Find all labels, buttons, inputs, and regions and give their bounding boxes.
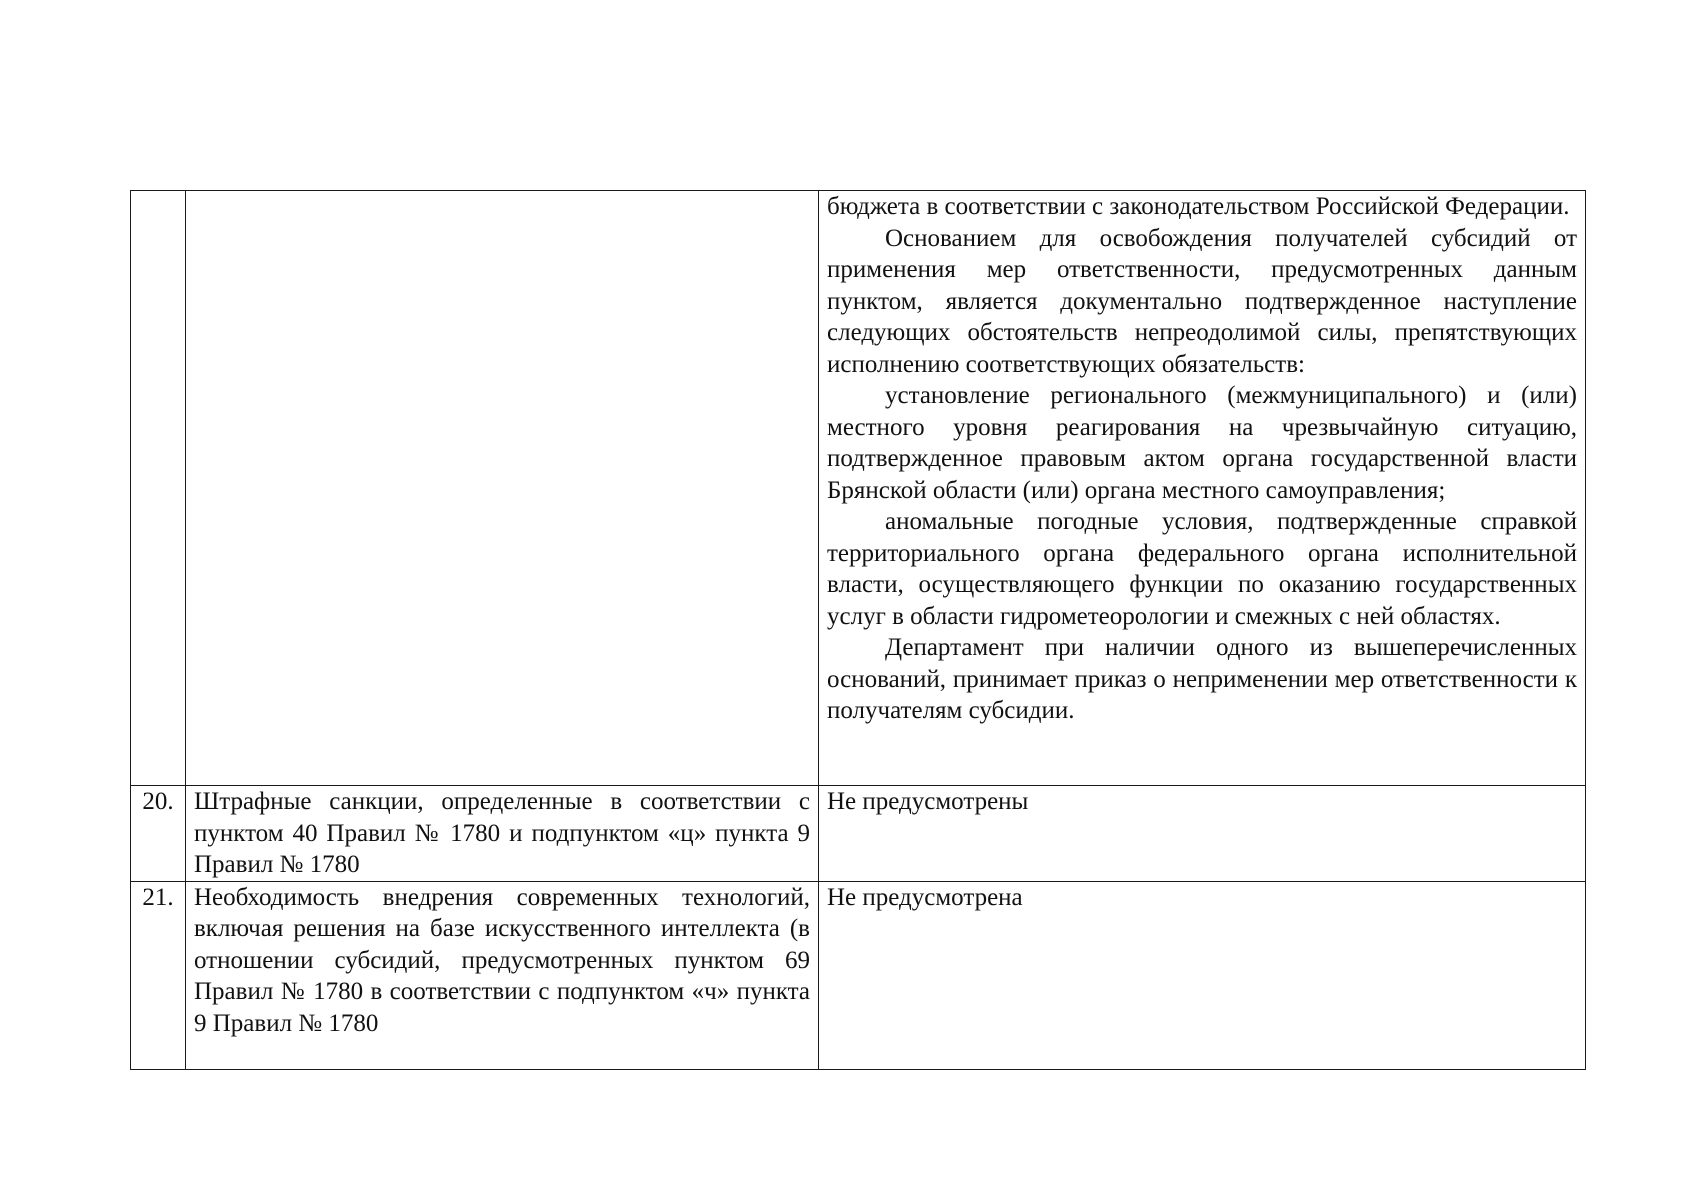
row-name-cell: [186, 786, 819, 882]
value-paragraph: Не предусмотрены: [827, 788, 1029, 815]
row-name-cell: [186, 191, 819, 786]
value-paragraph: Департамент при наличии одного из вышеперечисленных оснований, принимает приказ о неприменении мер ответственности к получателям субсидии.: [827, 634, 1577, 724]
requirements-table: [130, 190, 1586, 1070]
table-row-21: [131, 881, 1586, 1069]
name-paragraph: Штрафные санкции, определенные в соответствии с пунктом 40 Правил № 1780 и подпунктом «ц» пункта 9 Правил № 1780: [194, 788, 810, 878]
row-number-cell: 20.: [131, 786, 186, 882]
row-number-cell: [131, 191, 186, 786]
value-paragraph: аномальные погодные условия, подтвержденные справкой территориального органа федерального органа исполнительной власти, осуществляющего функции по оказанию государственных услуг в области гидрометеорологии и смежных с ней областях.: [827, 508, 1577, 630]
value-paragraph: установление регионального (межмуниципального) и (или) местного уровня реагирования на чрезвычайную ситуацию, подтвержденное правовым актом органа государственной власти Брянской области (или) органа местного самоуправления;: [827, 382, 1577, 504]
name-paragraph: Необходимость внедрения современных технологий, включая решения на базе искусственного интеллекта (в отношении субсидий, предусмотренных пунктом 69 Правил № 1780 в соответствии с подпунктом «ч» пункта 9 Правил № 1780: [194, 883, 810, 1037]
value-paragraph: Не предусмотрена: [827, 883, 1023, 911]
row-value-cell: [819, 786, 1586, 882]
row-name-cell: [186, 881, 819, 1069]
row-value-cell: [819, 191, 1586, 786]
table-row-20: [131, 786, 1586, 882]
value-paragraph: бюджета в соответствии с законодательством Российской Федерации.: [827, 193, 1570, 220]
table-row-continuation: [131, 191, 1586, 786]
row-number-cell: 21.: [131, 881, 186, 1069]
row-value-cell: [819, 881, 1586, 1069]
value-paragraph: Основанием для освобождения получателей субсидий от применения мер ответственности, предусмотренных данным пунктом, является документально подтвержденное наступление следующих обстоятельств непреодолимой силы, препятствующих исполнению соответствующих обязательств:: [827, 224, 1577, 378]
